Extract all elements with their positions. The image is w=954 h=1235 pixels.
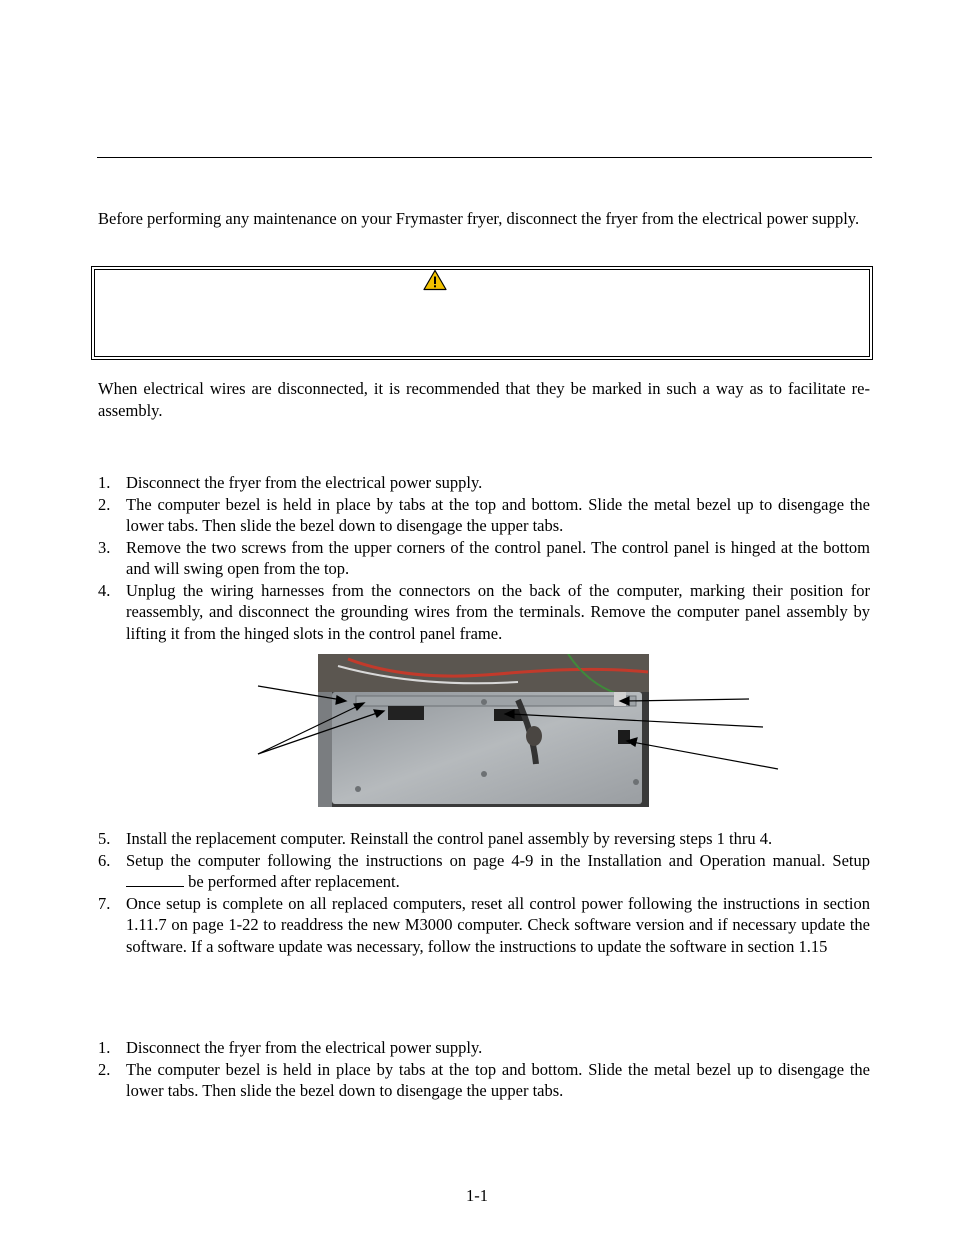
procedure-steps-b xyxy=(98,828,870,957)
page-number: 1-1 xyxy=(466,1186,488,1205)
list-item: 6. Setup the computer following the instructions on page 4-9 in the Installation and Operation manual. Setup be performed after replacement. xyxy=(98,850,870,891)
procedure-steps-a xyxy=(98,472,870,644)
list-item: 4. Unplug the wiring harnesses from the connectors on the back of the computer, marking their position for reassembly, and disconnect the grounding wires from the terminals. Remove the computer panel assembly by lifting it from the hinged slots in the control panel frame. xyxy=(98,580,870,643)
procedure-steps-c xyxy=(98,1037,870,1102)
list-item: 5. Install the replacement computer. Reinstall the control panel assembly by reversing steps 1 thru 4. xyxy=(98,829,773,848)
list-item: 2. The computer bezel is held in place by tabs at the top and bottom. Slide the metal bezel up to disengage the lower tabs. Then slide the bezel down to disengage the upper tabs. xyxy=(98,494,870,535)
list-item: 3. Remove the two screws from the upper corners of the control panel. The control panel is hinged at the bottom and will swing open from the top. xyxy=(98,537,870,578)
list-item: 7. Once setup is complete on all replaced computers, reset all control power following the instructions in section 1.11.7 on page 1-22 to readdress the new M3000 computer. Check software version and if necessary update the software. If a software update was necessary, follow the instructions to update the software in section 1.15 xyxy=(98,893,870,956)
note-paragraph: When electrical wires are disconnected, it is recommended that they be marked in such a way as to facilitate re-assembly. xyxy=(98,379,870,420)
blank-line xyxy=(126,872,184,887)
computer-back-photo xyxy=(318,654,649,807)
list-item: 2. The computer bezel is held in place by tabs at the top and bottom. Slide the metal bezel up to disengage the lower tabs. Then slide the bezel down to disengage the upper tabs. xyxy=(98,1059,870,1100)
list-item: 1. Disconnect the fryer from the electrical power supply. xyxy=(98,473,483,492)
warning-triangle-icon xyxy=(423,269,447,291)
list-item: 1. Disconnect the fryer from the electrical power supply. xyxy=(98,1038,483,1057)
intro-paragraph: Before performing any maintenance on your Frymaster fryer, disconnect the fryer from the electrical power supply. xyxy=(98,209,860,228)
warning-box xyxy=(91,266,873,360)
header-rule xyxy=(97,157,872,158)
